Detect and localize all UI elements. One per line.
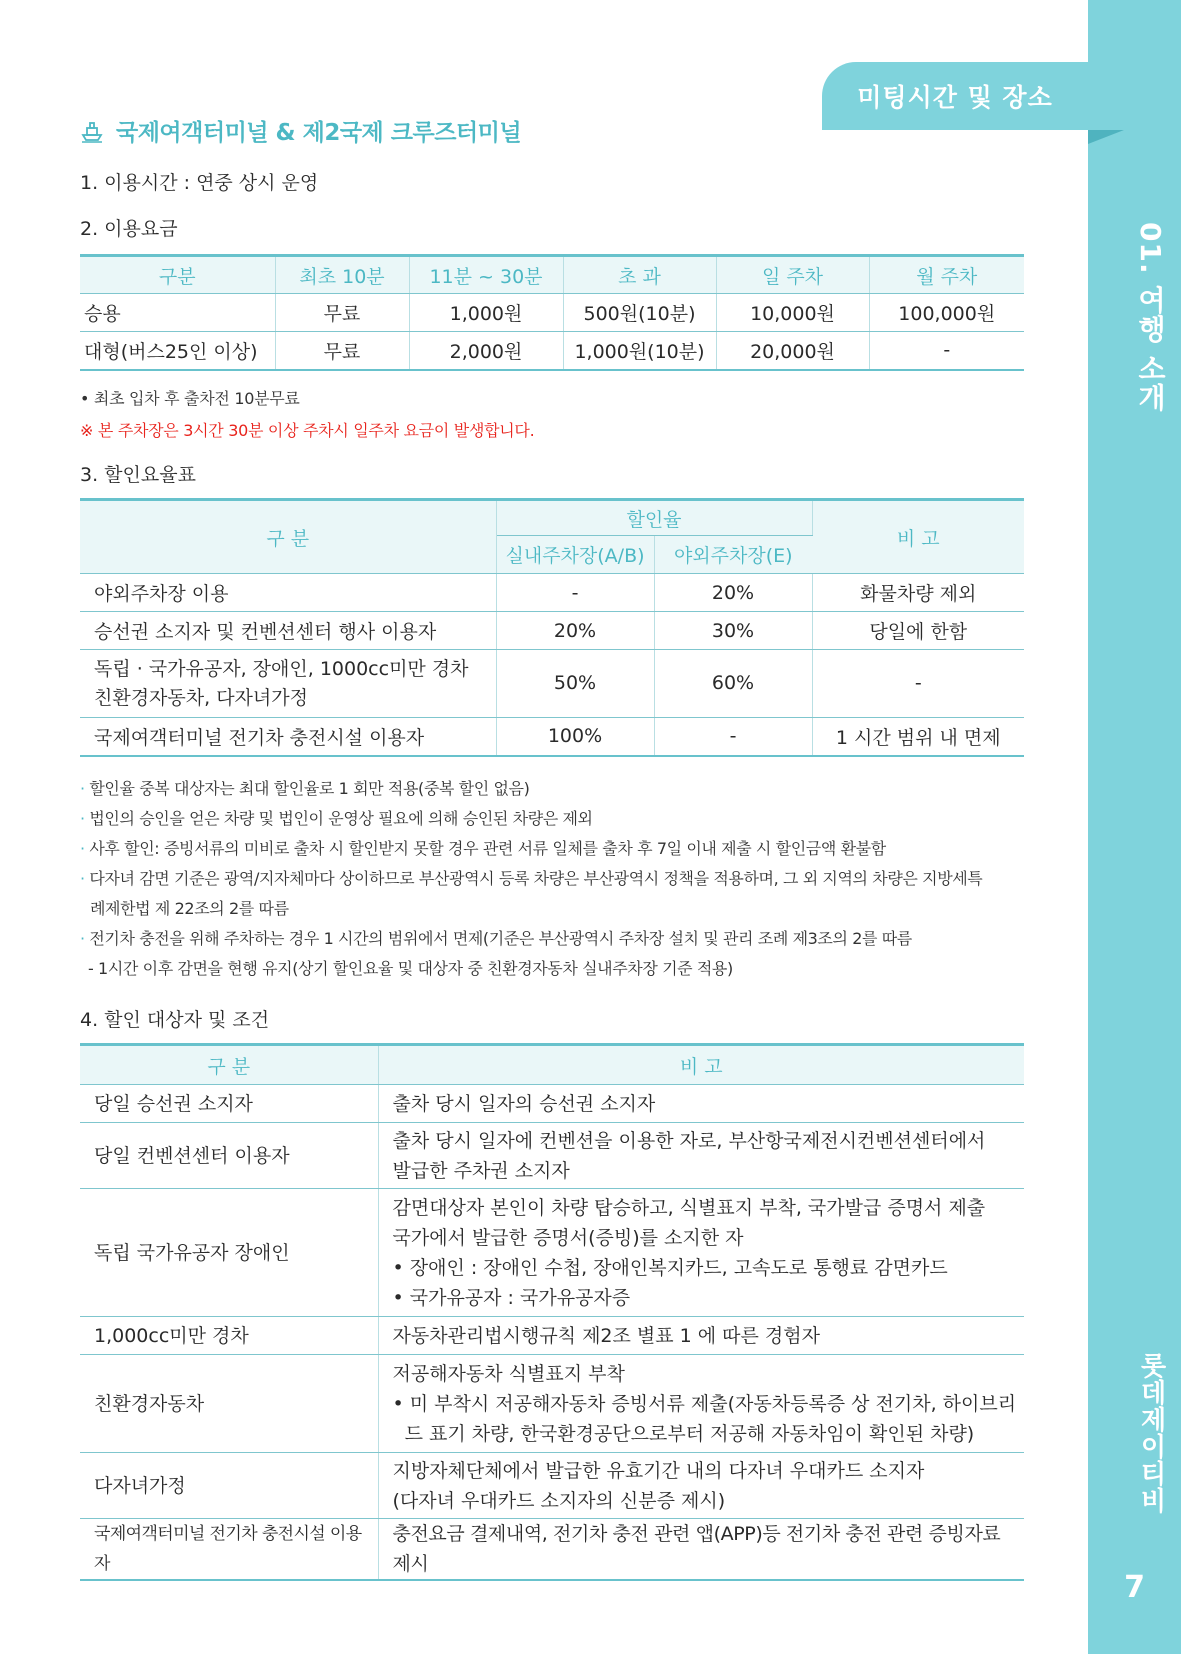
cell-line: 출차 당시 일자에 컨벤션을 이용한 자로, 부산항국제전시컨벤션센터에서	[392, 1129, 986, 1152]
table-row	[80, 650, 1024, 718]
cell-line: (다자녀 우대카드 소지자의 신분증 제시)	[392, 1489, 726, 1512]
section-tab	[822, 62, 1088, 130]
note-text: 전기차 충전을 위해 주차하는 경우 1 시간의 범위에서 면제(기준은 부산광역시 주차장 설치 및 관리 조례 제3조의 2를 따름	[89, 929, 912, 948]
bullet-dot: ·	[80, 809, 85, 828]
note-line	[80, 774, 1030, 804]
table-cell: 20,000원	[716, 332, 869, 370]
table-cell: 당일 컨벤션센터 이용자	[80, 1123, 378, 1189]
page-heading	[80, 114, 521, 147]
table-cell: -	[812, 650, 1024, 718]
cell-line: 저공해자동차 식별표지 부착	[392, 1362, 625, 1385]
table-cell	[378, 1355, 1024, 1453]
table-cell: 100,000원	[869, 294, 1024, 332]
table-cell: 승선권 소지자 및 컨벤션센터 행사 이용자	[80, 612, 496, 650]
table-cell: 대형(버스25인 이상)	[80, 332, 275, 370]
discount-header: 비 고	[812, 500, 1024, 574]
cell-line: 충전요금 결제내역, 전기차 충전 관련 앱(APP)등 전기차 충전 관련 증빙자료 제시	[392, 1523, 1001, 1575]
bullet-dot: ·	[80, 779, 85, 798]
bullet-dot: ·	[80, 929, 85, 948]
bullet-dot: ·	[80, 869, 85, 888]
table-cell: 10,000원	[716, 294, 869, 332]
table-cell	[378, 1519, 1024, 1581]
cell-line: 감면대상자 본인이 차량 탑승하고, 식별표지 부착, 국가발급 증명서 제출	[392, 1196, 986, 1219]
note-line	[80, 924, 1030, 954]
bullet-dot: ·	[80, 839, 85, 858]
table-cell: 승용	[80, 294, 275, 332]
section-3-title: 3. 할인요율표	[80, 464, 196, 486]
cell-line: 독립 · 국가유공자, 장애인, 1000cc미만 경차	[94, 657, 469, 680]
table-row	[80, 1123, 1024, 1189]
table-cell	[378, 1123, 1024, 1189]
discount-notes	[80, 774, 1030, 984]
discount-header: 구 분	[80, 500, 496, 574]
table-row	[80, 1519, 1024, 1581]
section-4-title: 4. 할인 대상자 및 조건	[80, 1009, 270, 1031]
fee-header: 최초 10분	[275, 256, 409, 294]
discount-table	[80, 498, 1024, 757]
cell-line: 드 표기 차량, 한국환경공단으로부터 저공해 자동차임이 확인된 차량)	[392, 1422, 975, 1445]
table-cell: 다자녀가정	[80, 1453, 378, 1519]
table-row	[80, 294, 1024, 332]
table-row	[80, 1317, 1024, 1355]
table-cell: 20%	[654, 574, 812, 612]
table-cell: 1,000원(10분)	[563, 332, 716, 370]
note-text: 할인율 중복 대상자는 최대 할인율로 1 회만 적용(중복 할인 없음)	[89, 779, 530, 798]
fee-header: 초 과	[563, 256, 716, 294]
brand-label: 롯데제이티비	[1136, 1352, 1166, 1514]
table-cell	[378, 1317, 1024, 1355]
table-cell: 2,000원	[409, 332, 563, 370]
table-row	[80, 612, 1024, 650]
cell-line: 발급한 주차권 소지자	[392, 1159, 570, 1182]
discount-header: 할인율	[496, 500, 812, 536]
table-cell: 1 시간 범위 내 면제	[812, 718, 1024, 756]
fee-warning: ※ 본 주차장은 3시간 30분 이상 주차시 일주차 요금이 발생합니다.	[80, 421, 535, 440]
tab-fold	[1088, 130, 1124, 144]
section-tab-label: 미팅시간 및 장소	[857, 83, 1053, 112]
table-row	[80, 1085, 1024, 1123]
table-cell: 야외주차장 이용	[80, 574, 496, 612]
note-text: 다자녀 감면 기준은 광역/지자체마다 상이하므로 부산광역시 등록 차량은 부산광역시 정책을 적용하며, 그 외 지역의 차량은 지방세특	[89, 869, 983, 888]
note-line	[80, 834, 1030, 864]
table-cell: 30%	[654, 612, 812, 650]
page-heading-text: 국제여객터미널 & 제2국제 크루즈터미널	[116, 120, 522, 146]
ship-icon	[80, 119, 104, 143]
table-row	[80, 574, 1024, 612]
discount-header: 실내주차장(A/B)	[496, 536, 654, 574]
target-table	[80, 1043, 1024, 1581]
table-row	[80, 1189, 1024, 1317]
table-cell: -	[654, 718, 812, 756]
fee-note: • 최초 입차 후 출차전 10분무료	[80, 389, 300, 408]
note-text: 사후 할인: 증빙서류의 미비로 출차 시 할인받지 못할 경우 관련 서류 일체를 출차 후 7일 이내 제출 시 할인금액 환불함	[89, 839, 886, 858]
table-cell: 20%	[496, 612, 654, 650]
table-cell: 1,000원	[409, 294, 563, 332]
target-header: 비 고	[378, 1045, 1024, 1085]
note-line: 례제한법 제 22조의 2를 따름	[90, 899, 289, 918]
table-row	[80, 332, 1024, 370]
table-cell	[378, 1085, 1024, 1123]
fee-header: 11분 ~ 30분	[409, 256, 563, 294]
fee-header: 월 주차	[869, 256, 1024, 294]
discount-header: 야외주차장(E)	[654, 536, 812, 574]
table-cell: 독립 국가유공자 장애인	[80, 1189, 378, 1317]
table-cell: 당일에 한함	[812, 612, 1024, 650]
table-cell: 국제여객터미널 전기차 충전시설 이용자	[80, 1519, 378, 1581]
fee-table	[80, 254, 1024, 371]
table-cell: 화물차량 제외	[812, 574, 1024, 612]
note-line	[80, 804, 1030, 834]
fee-header: 일 주차	[716, 256, 869, 294]
table-cell: 무료	[275, 294, 409, 332]
table-row	[80, 1453, 1024, 1519]
target-header: 구 분	[80, 1045, 378, 1085]
table-cell: 100%	[496, 718, 654, 756]
section-2-title: 2. 이용요금	[80, 218, 178, 240]
table-cell: 당일 승선권 소지자	[80, 1085, 378, 1123]
cell-line: • 국가유공자 : 국가유공자증	[392, 1286, 631, 1309]
table-cell: -	[869, 332, 1024, 370]
note-line: - 1시간 이후 감면을 현행 유지(상기 할인요율 및 대상자 중 친환경자동차 실내주차장 기준 적용)	[88, 959, 733, 978]
cell-line: 지방자체단체에서 발급한 유효기간 내의 다자녀 우대카드 소지자	[392, 1459, 925, 1482]
table-cell: 50%	[496, 650, 654, 718]
table-cell: 500원(10분)	[563, 294, 716, 332]
note-line	[80, 864, 1030, 894]
table-cell: 60%	[654, 650, 812, 718]
fee-header: 구분	[80, 256, 275, 294]
section-label: 01. 여행 소개	[1134, 222, 1167, 413]
table-cell: -	[496, 574, 654, 612]
cell-line: • 미 부착시 저공해자동차 증빙서류 제출(자동차등록증 상 전기차, 하이브리	[392, 1392, 1017, 1415]
note-text: 법인의 승인을 얻은 차량 및 법인이 운영상 필요에 의해 승인된 차량은 제외	[89, 809, 593, 828]
cell-line: 출차 당시 일자의 승선권 소지자	[392, 1092, 656, 1115]
cell-line: 국가에서 발급한 증명서(증빙)를 소지한 자	[392, 1226, 744, 1249]
section-1-title: 1. 이용시간 : 연중 상시 운영	[80, 172, 319, 194]
table-cell: 1,000cc미만 경차	[80, 1317, 378, 1355]
table-cell: 무료	[275, 332, 409, 370]
table-cell: 친환경자동차	[80, 1355, 378, 1453]
table-cell	[80, 650, 496, 718]
table-cell	[378, 1189, 1024, 1317]
table-cell	[378, 1453, 1024, 1519]
cell-line: • 장애인 : 장애인 수첩, 장애인복지카드, 고속도로 통행료 감면카드	[392, 1256, 948, 1279]
page-number: 7	[1124, 1570, 1145, 1605]
table-cell: 국제여객터미널 전기차 충전시설 이용자	[80, 718, 496, 756]
cell-line: 친환경자동차, 다자녀가정	[94, 686, 308, 709]
table-row	[80, 1355, 1024, 1453]
table-row	[80, 718, 1024, 756]
cell-line: 자동차관리법시행규칙 제2조 별표 1 에 따른 경험자	[392, 1324, 820, 1347]
